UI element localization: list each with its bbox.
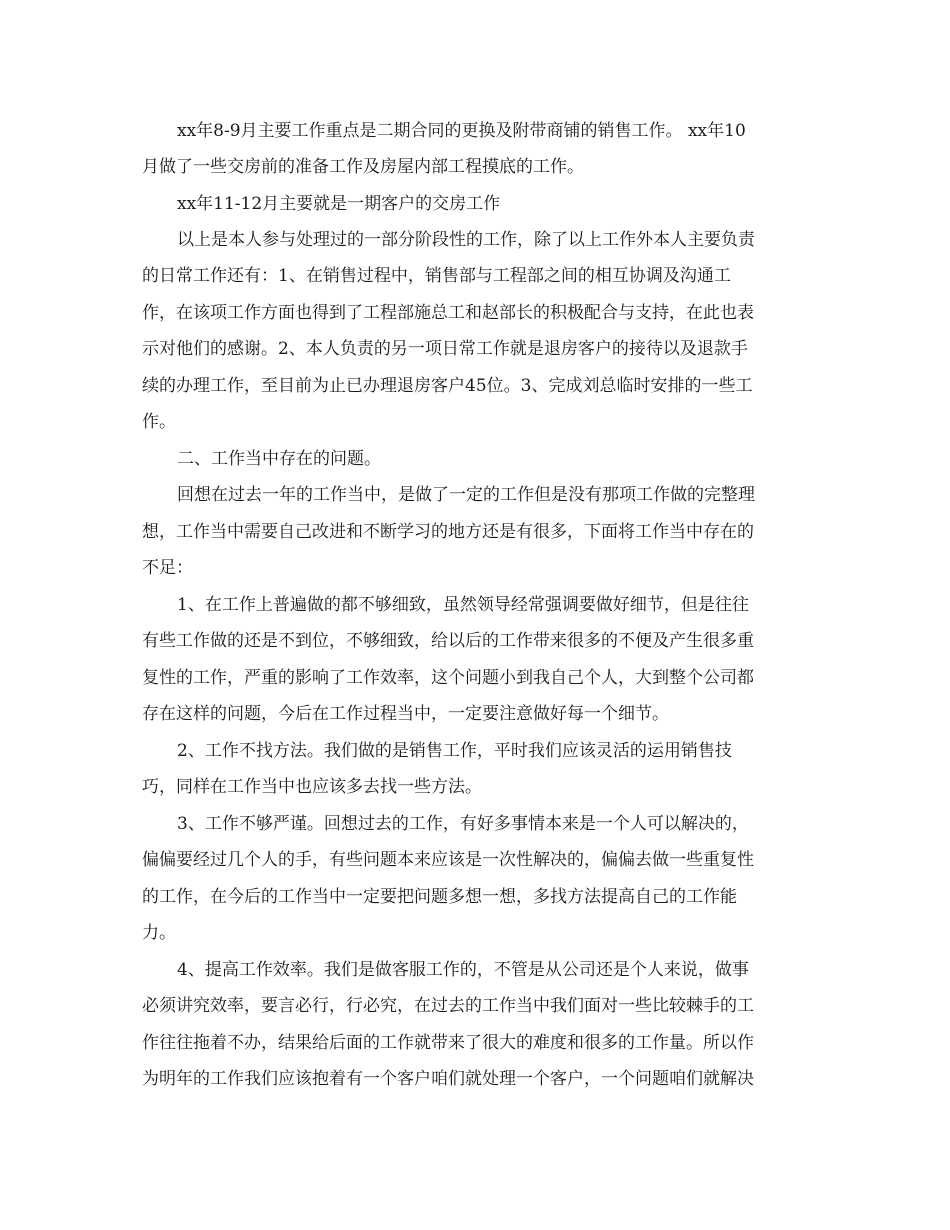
text-line: 复性的工作，严重的影响了工作效率，这个问题小到我自己个人，大到整个公司都 xyxy=(142,668,754,688)
text-line: 偏偏要经过几个人的手，有些问题本来应该是一次性解决的，偏偏去做一些重复性 xyxy=(142,850,754,870)
text-line: 续的办理工作，至目前为止已办理退房客户45位。3、完成刘总临时安排的一些工 xyxy=(142,376,753,396)
text-line: 以上是本人参与处理过的一部分阶段性的工作，除了以上工作外本人主要负责 xyxy=(177,230,755,250)
text-line: 不足： xyxy=(142,558,193,578)
text-line: 作，在该项工作方面也得到了工程部施总工和赵部长的积极配合与支持，在此也表 xyxy=(142,303,754,323)
text-line: xx年8-9月主要工作重点是二期合同的更换及附带商铺的销售工作。 xx年10 xyxy=(177,121,746,141)
text-line: 2、工作不找方法。我们做的是销售工作，平时我们应该灵活的运用销售技 xyxy=(177,741,732,761)
text-line: 力。 xyxy=(142,923,176,943)
text-line: 作。 xyxy=(142,412,176,432)
section-heading: 二、工作当中存在的问题。 xyxy=(177,449,381,469)
text-line: 的日常工作还有：1、在销售过程中，销售部与工程部之间的相互协调及沟通工 xyxy=(142,266,731,286)
text-line: 存在这样的问题，今后在工作过程当中，一定要注意做好每一个细节。 xyxy=(142,704,669,724)
text-line: 3、工作不够严谨。回想过去的工作，有好多事情本来是一个人可以解决的， xyxy=(177,814,749,834)
text-line: 必须讲究效率，要言必行，行必究，在过去的工作当中我们面对一些比较棘手的工 xyxy=(142,996,754,1016)
text-line: 想，工作当中需要自己改进和不断学习的地方还是有很多，下面将工作当中存在的 xyxy=(142,522,754,542)
text-line: xx年11-12月主要就是一期客户的交房工作 xyxy=(177,194,501,214)
text-line: 1、在工作上普遍做的都不够细致，虽然领导经常强调要做好细节，但是往往 xyxy=(177,595,749,615)
text-line: 巧，同样在工作当中也应该多去找一些方法。 xyxy=(142,777,482,797)
text-line: 4、提高工作效率。我们是做客服工作的，不管是从公司还是个人来说，做事 xyxy=(177,960,749,980)
text-line: 月做了一些交房前的准备工作及房屋内部工程摸底的工作。 xyxy=(142,157,584,177)
text-line: 的工作，在今后的工作当中一定要把问题多想一想，多找方法提高自己的工作能 xyxy=(142,887,737,907)
text-line: 有些工作做的还是不到位，不够细致，给以后的工作带来很多的不便及产生很多重 xyxy=(142,631,754,651)
text-line: 作往往拖着不办，结果给后面的工作就带来了很大的难度和很多的工作量。所以作 xyxy=(142,1033,754,1053)
text-line: 回想在过去一年的工作当中，是做了一定的工作但是没有那项工作做的完整理 xyxy=(177,485,755,505)
text-line: 为明年的工作我们应该抱着有一个客户咱们就处理一个客户，一个问题咱们就解决 xyxy=(142,1069,754,1089)
text-line: 示对他们的感谢。2、本人负责的另一项日常工作就是退房客户的接待以及退款手 xyxy=(142,339,748,359)
